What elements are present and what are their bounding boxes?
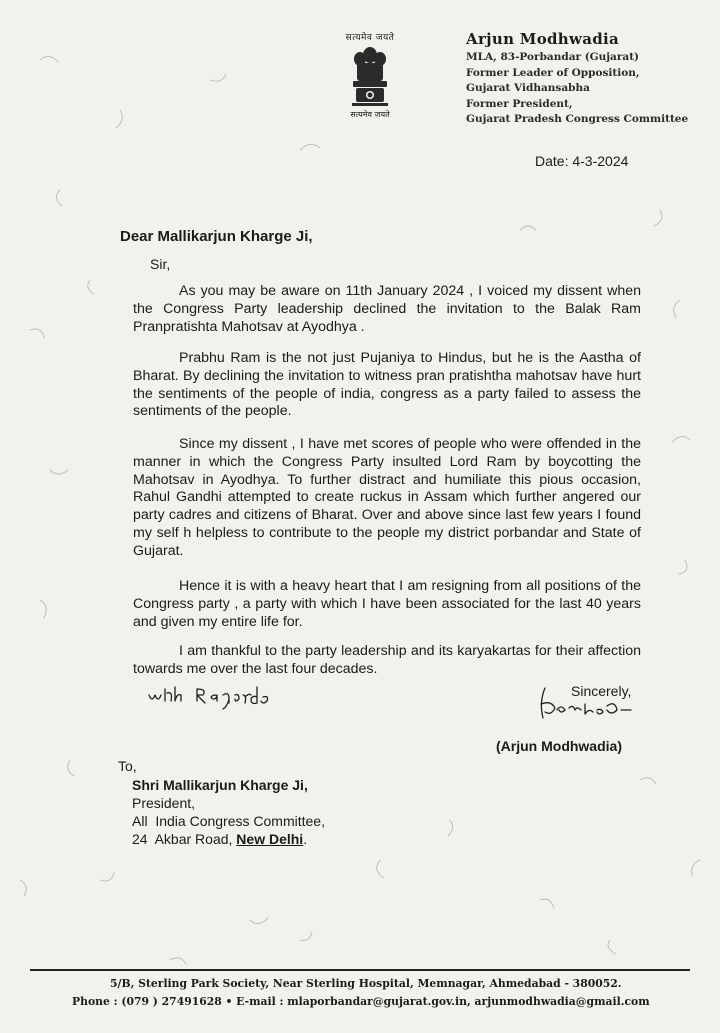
emblem-motto: सत्यमेव जयते	[350, 110, 390, 119]
footer-contact: Phone : (079 ) 27491628 • E-mail : mlaporbandar@gujarat.gov.in, arjunmodhwadia@gmail.com	[72, 995, 650, 1008]
national-emblem	[330, 30, 410, 120]
recipient-address	[132, 776, 325, 848]
letterhead-line: Former President,	[466, 97, 573, 110]
letterhead-name: Arjun Modhwadia	[466, 30, 620, 48]
handwritten-signature	[535, 686, 635, 732]
paragraph-3: Since my dissent , I have met scores of people who were offended in the manner in which the Congress Party insulted Lord Ram by boycotting the Mahotsav in Ayodhya. To further distract and humiliate this pious occasion, Rahul Gandhi attempted to create ruckus in Assam which further angered our party cadres and citizens of Bharat. Over and above since last few years I found my self h helpless to contribute to the people my district porbandar and State of Gujarat.	[133, 436, 641, 559]
national-emblem-icon	[348, 45, 392, 109]
recipient-org: All India Congress Committee,	[132, 813, 325, 829]
to-line: To,	[118, 758, 137, 774]
handwritten-regards	[145, 683, 280, 711]
recipient-name: Shri Mallikarjun Kharge Ji,	[132, 777, 308, 793]
letterhead-line: Gujarat Pradesh Congress Committee	[466, 113, 689, 125]
emblem-top-text: सत्यमेव जयते	[345, 33, 395, 43]
recipient-title: President,	[132, 795, 196, 811]
sir-line: Sir,	[150, 256, 171, 272]
letterhead-line: Gujarat Vidhansabha	[466, 82, 590, 94]
footer-address: 5/B, Sterling Park Society, Near Sterling Hospital, Memnagar, Ahmedabad - 380052.	[110, 977, 622, 990]
recipient-city-suffix: .	[303, 831, 308, 847]
recipient-city: New Delhi	[236, 831, 304, 847]
recipient-street-line	[132, 830, 325, 848]
letterhead-line: Former Leader of Opposition,	[466, 66, 640, 79]
paragraph-5: I am thankful to the party leadership and its karyakartas for their affection towards me over the last four decades.	[133, 643, 641, 677]
letter-date: Date: 4-3-2024	[535, 153, 629, 169]
footer-divider	[30, 969, 690, 971]
recipient-street: 24 Akbar Road,	[132, 831, 237, 847]
letterhead-line: MLA, 83-Porbandar (Gujarat)	[466, 51, 640, 63]
salutation: Dear Mallikarjun Kharge Ji,	[120, 228, 313, 245]
letterhead	[466, 30, 688, 128]
paragraph-2: Prabhu Ram is the not just Pujaniya to Hindus, but he is the Aastha of Bharat. By declining the invitation to witness pran pratishtha mahotsav have hurt the sentiments of the people of india, congress as a party failed to assess the sentiments of the people.	[133, 350, 641, 420]
signer-name: (Arjun Modhwadia)	[496, 738, 622, 754]
paragraph-1: As you may be aware on 11th January 2024 , I voiced my dissent when the Congress Party leadership declined the invitation to the Balak Ram Pranpratishta Mahotsav at Ayodhya .	[133, 283, 641, 335]
closing: Sincerely,	[571, 683, 632, 699]
paragraph-4: Hence it is with a heavy heart that I am resigning from all positions of the Congress party , a party with which I have been associated for the last 40 years and given my entire life for.	[133, 578, 641, 630]
